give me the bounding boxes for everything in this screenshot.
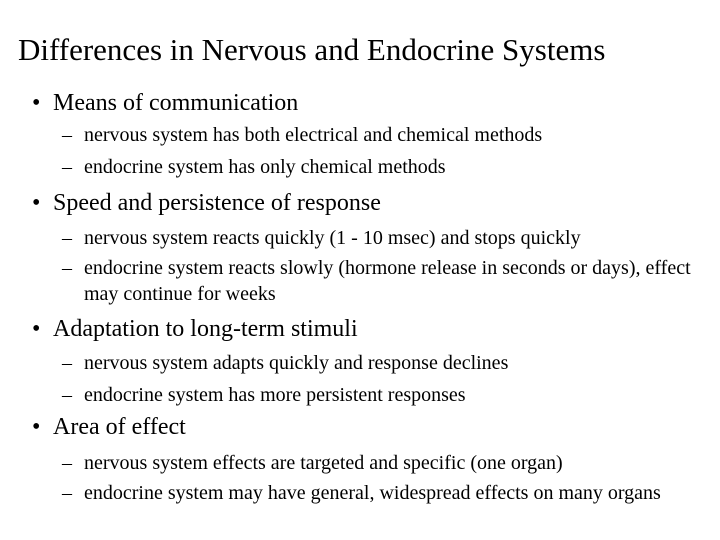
bullet-heading: Speed and persistence of response (53, 190, 381, 216)
bullet-mark: • (32, 316, 41, 342)
sub-bullet-mark: – (62, 227, 72, 249)
sub-bullet-item (62, 382, 702, 408)
sub-bullet-item (62, 480, 702, 506)
sub-bullet-text: nervous system adapts quickly and response declines (84, 352, 509, 374)
bullet-mark: • (32, 414, 41, 440)
sub-bullet-mark: – (62, 452, 72, 474)
bullet-mark: • (32, 90, 41, 116)
sub-bullet-item (62, 350, 702, 376)
sub-bullet-mark: – (62, 352, 72, 374)
sub-bullet-text: endocrine system has more persistent responses (84, 384, 466, 406)
sub-bullet-text: endocrine system may have general, widespread effects on many organs (84, 482, 661, 504)
sub-bullet-text: endocrine system reacts slowly (hormone release in seconds or days), effect may continue for weeks (84, 257, 691, 305)
slide-title: Differences in Nervous and Endocrine Systems (18, 32, 606, 67)
sub-bullet-item (62, 154, 702, 180)
bullet-mark: • (32, 190, 41, 216)
sub-bullet-mark: – (62, 257, 72, 279)
sub-bullet-text: endocrine system has only chemical methods (84, 156, 446, 178)
sub-bullet-mark: – (62, 482, 72, 504)
bullet-heading: Area of effect (53, 414, 186, 440)
sub-bullet-text: nervous system effects are targeted and specific (one organ) (84, 452, 563, 474)
bullet-heading: Adaptation to long-term stimuli (53, 316, 358, 342)
sub-bullet-mark: – (62, 384, 72, 406)
bullet-heading: Means of communication (53, 90, 299, 116)
sub-bullet-text: nervous system has both electrical and chemical methods (84, 124, 543, 146)
sub-bullet-mark: – (62, 156, 72, 178)
sub-bullet-item (62, 450, 702, 476)
sub-bullet-item (62, 225, 702, 251)
sub-bullet-item (62, 122, 702, 148)
sub-bullet-text: nervous system reacts quickly (1 - 10 msec) and stops quickly (84, 227, 581, 249)
sub-bullet-mark: – (62, 124, 72, 146)
sub-bullet-item (62, 255, 702, 307)
